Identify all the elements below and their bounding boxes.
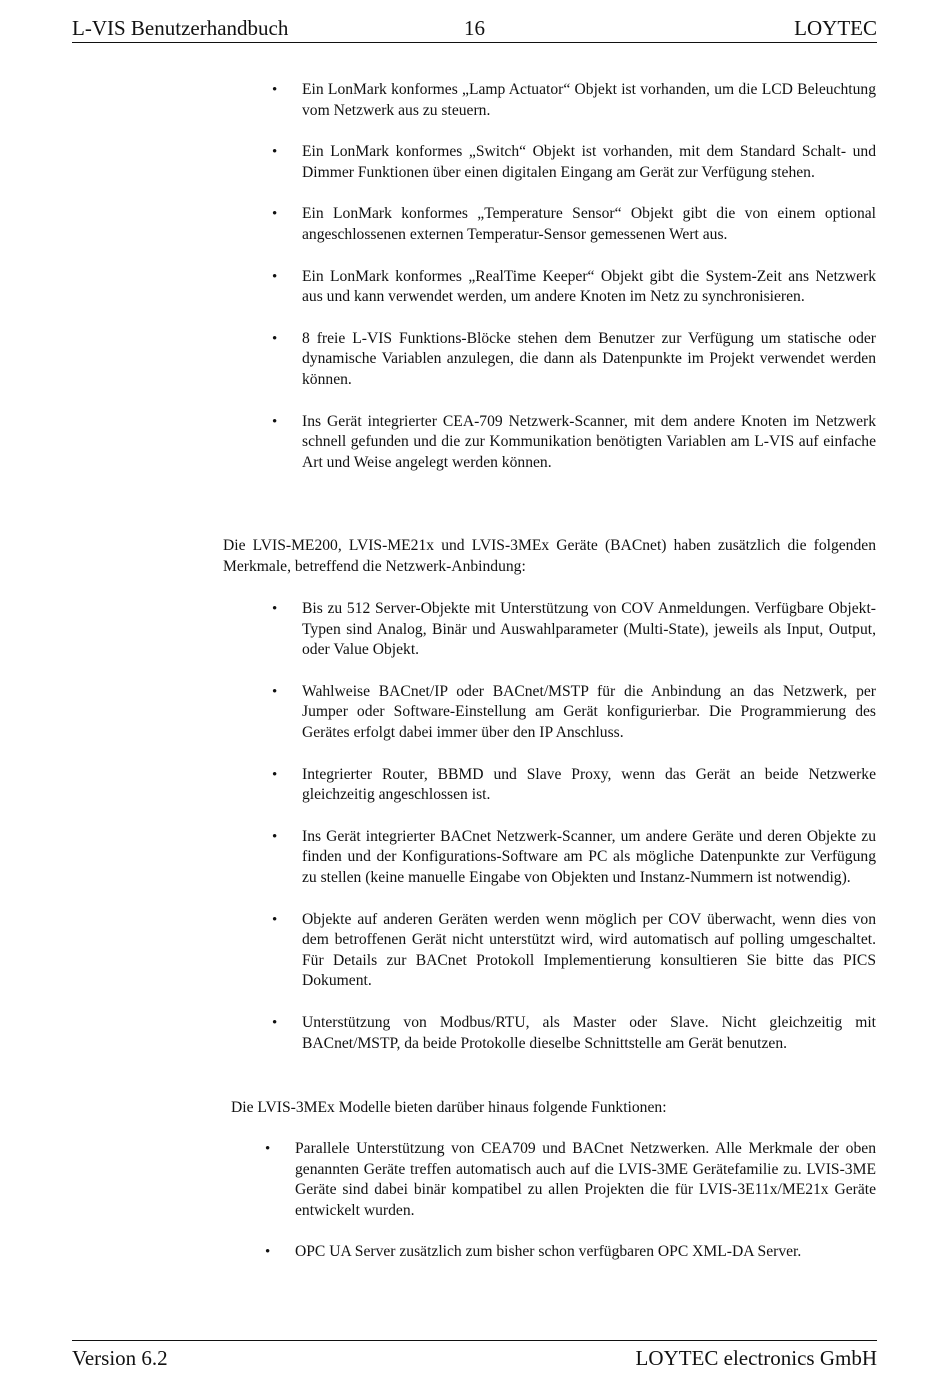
list-item (272, 682, 876, 744)
paragraph-3mex-intro: Die LVIS-3MEx Modelle bieten darüber hinaus folgende Funktionen: (231, 1099, 667, 1116)
bullet-icon: • (272, 330, 278, 347)
list-item-text: Ein LonMark konformes „Switch“ Objekt ist vorhanden, mit dem Standard Schalt- und Dimmer Funktionen über einen digitalen Eingang am Gerät zur Verfügung stehen. (302, 143, 876, 181)
list-item (272, 827, 876, 889)
bullet-icon: • (272, 601, 278, 617)
list-item-text: Bis zu 512 Server-Objekte mit Unterstützung von COV Anmeldungen. Verfügbare Objekt-Typen sind Analog, Binär und Auswahlparameter (Multi-State), jeweils als Input, Output, oder Value Objekt. (302, 600, 876, 659)
footer-version: Version 6.2 (72, 1346, 168, 1370)
bullet-icon: • (265, 1141, 271, 1157)
list-item (272, 910, 876, 992)
bullet-icon: • (272, 911, 278, 928)
bullet-icon: • (272, 683, 278, 700)
list-item (272, 142, 876, 183)
list-item-text: Ein LonMark konformes „Temperature Sensor“ Objekt gibt die von einem optional angeschlossenen externen Temperatur-Sensor gemessenen Wert aus. (302, 205, 876, 243)
list-item-text: Parallele Unterstützung von CEA709 und BACnet Netzwerken. Alle Merkmale der oben genannten Geräte treffen automatisch auch auf die LVIS-3ME Gerätefamilie zu. LVIS-3ME Geräte sind dabei binär kompatibel zu allen Projekten die für LVIS-3E11x/ME21x Geräte entwickelt wurden. (295, 1140, 876, 1219)
list-item-text: OPC UA Server zusätzlich zum bisher schon verfügbaren OPC XML-DA Server. (295, 1243, 802, 1261)
list-item (272, 80, 876, 121)
list-item (272, 765, 876, 806)
feature-list-lonmark (272, 80, 876, 473)
page-header (72, 14, 877, 43)
list-item (272, 599, 876, 661)
list-item (272, 329, 876, 391)
bullet-icon: • (272, 766, 278, 783)
header-page-number: 16 (464, 16, 485, 40)
footer-company: LOYTEC electronics GmbH (635, 1346, 877, 1370)
feature-list-3mex (265, 1139, 876, 1263)
list-item-text: Ins Gerät integrierter CEA-709 Netzwerk-Scanner, mit dem andere Knoten im Netzwerk schnell gefunden und die zur Kommunikation benötigten Variablen am L-VIS auf einfache Art und Weise angelegt werden können. (302, 412, 876, 471)
list-item (272, 412, 876, 474)
list-item-text: Integrierter Router, BBMD und Slave Proxy, wenn das Gerät an beide Netzwerke gleichzeitig angeschlossen ist. (302, 765, 876, 804)
list-item-text: Ein LonMark konformes „Lamp Actuator“ Objekt ist vorhanden, um die LCD Beleuchtung vom Netzwerk aus zu steuern. (302, 81, 876, 119)
list-item (272, 204, 876, 245)
bullet-icon: • (272, 144, 278, 161)
list-item (272, 1013, 876, 1054)
feature-list-bacnet (272, 599, 876, 1054)
list-item-text: Ein LonMark konformes „RealTime Keeper“ Objekt gibt die System-Zeit ans Netzwerk aus und kann verwendet werden, um andere Knoten im Netz zu synchronisieren. (302, 267, 876, 306)
list-item-text: Wahlweise BACnet/IP oder BACnet/MSTP für die Anbindung an das Netzwerk, per Jumper oder Software-Einstellung am Gerät konfigurierbar. Die Programmierung des Gerätes erfolgt dabei immer über den IP Anschluss. (302, 682, 876, 741)
header-manual-title: L-VIS Benutzerhandbuch (72, 16, 289, 40)
list-item (265, 1139, 876, 1221)
bullet-icon: • (272, 82, 278, 98)
bullet-icon: • (272, 1014, 278, 1031)
list-item-text: Unterstützung von Modbus/RTU, als Master oder Slave. Nicht gleichzeitig mit BACnet/MSTP, da beide Protokolle dieselbe Schnittstelle am Gerät benutzen. (302, 1013, 876, 1052)
bullet-icon: • (272, 268, 278, 285)
page-footer (72, 1340, 877, 1370)
list-item (272, 267, 876, 308)
bullet-icon: • (265, 1244, 271, 1261)
bullet-icon: • (272, 413, 278, 430)
header-company: LOYTEC (794, 16, 877, 40)
bullet-icon: • (272, 206, 278, 223)
bullet-icon: • (272, 828, 278, 845)
list-item-text: Objekte auf anderen Geräten werden wenn möglich per COV überwacht, wenn dies von dem betroffenen Gerät nicht unterstützt wird, wird automatisch auf polling umgeschaltet. Für Details zur BACnet Protokoll Implementierung konsultieren Sie bitte das PICS Dokument. (302, 910, 876, 990)
list-item-text: Ins Gerät integrierter BACnet Netzwerk-Scanner, um andere Geräte und deren Objekte zu finden und der Konfigurations-Software am PC als mögliche Datenpunkte zur Verfügung zu stellen (keine manuelle Eingabe von Objekten und Instanz-Nummern ist notwendig). (302, 827, 876, 886)
list-item (265, 1242, 876, 1263)
list-item-text: 8 freie L-VIS Funktions-Blöcke stehen dem Benutzer zur Verfügung um statische oder dynamische Variablen anzulegen, die dann als Datenpunkte im Projekt verwendet werden können. (302, 329, 876, 388)
paragraph-bacnet-intro: Die LVIS-ME200, LVIS-ME21x und LVIS-3MEx Geräte (BACnet) haben zusätzlich die folgenden Merkmale, betreffend die Netzwerk-Anbindung: (223, 537, 876, 575)
